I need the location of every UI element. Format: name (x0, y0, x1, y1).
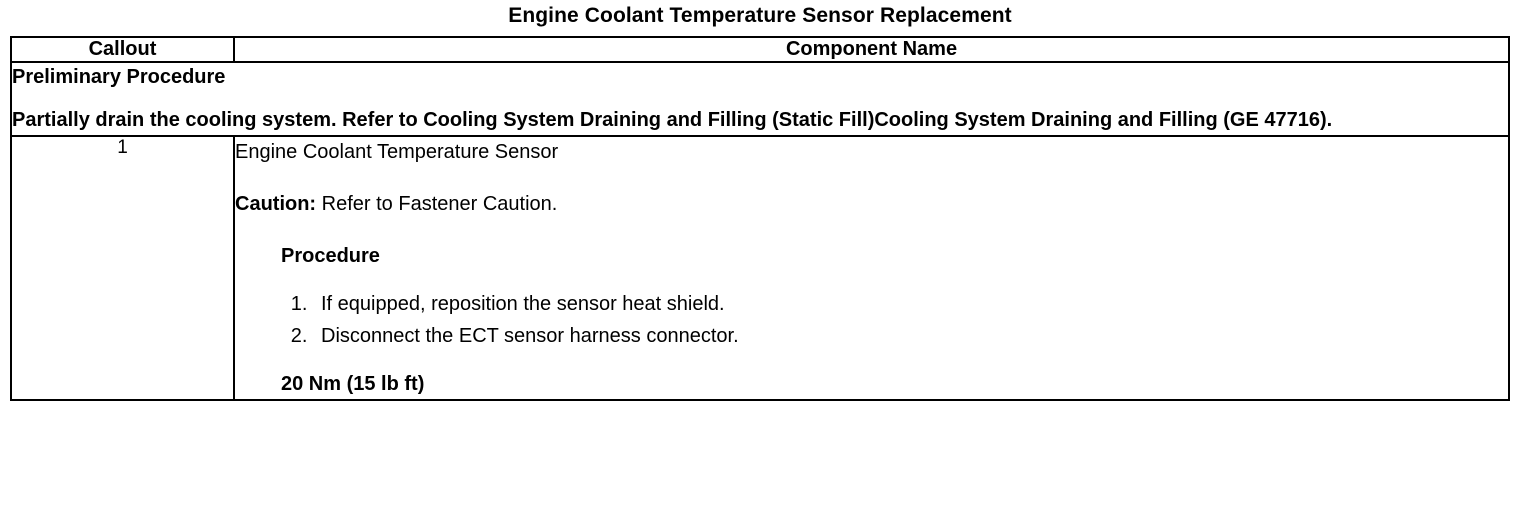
torque-spec: 20 Nm (15 lb ft) (281, 373, 425, 395)
preliminary-procedure-cell (11, 62, 1509, 136)
caution-note (235, 189, 1508, 219)
table-row (11, 136, 1509, 400)
callout-number: 1 (11, 136, 234, 400)
procedure-table (10, 36, 1510, 401)
preliminary-procedure-row (11, 62, 1509, 136)
caution-text: Refer to Fastener Caution. (316, 193, 558, 215)
component-name-text: Engine Coolant Temperature Sensor (235, 141, 559, 163)
page-title: Engine Coolant Temperature Sensor Replacement (508, 4, 1012, 27)
table-header-row (11, 37, 1509, 62)
list-item: 1. If equipped, reposition the sensor heat shield. (313, 289, 1508, 319)
procedure-heading: Procedure (281, 245, 380, 267)
list-item: 2. Disconnect the ECT sensor harness connector. (313, 321, 1508, 351)
column-header-component-name: Component Name (234, 37, 1509, 62)
preliminary-procedure-text: Partially drain the cooling system. Refer to Cooling System Draining and Filling (Static Fill)Cooling System Draining and Filling (GE 47716). (12, 109, 1333, 131)
caution-label: Caution: (235, 193, 317, 215)
column-header-callout: Callout (11, 37, 234, 62)
preliminary-procedure-title: Preliminary Procedure (12, 66, 226, 88)
procedure-step-list (235, 289, 1508, 351)
component-detail-cell (234, 136, 1509, 400)
